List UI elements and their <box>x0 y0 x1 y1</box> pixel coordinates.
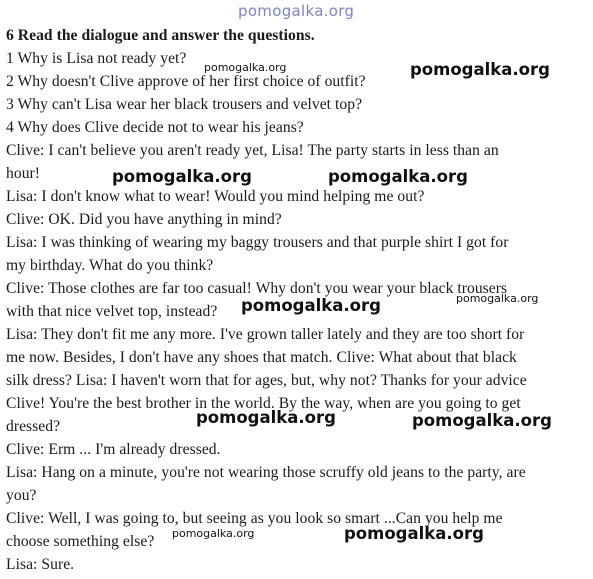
dialogue-line: Lisa: Sure. <box>6 556 75 573</box>
dialogue-line: you? <box>6 487 37 504</box>
watermark: pomogalka.org <box>196 408 336 427</box>
dialogue-line: Clive! You're the best brother in the world. By the way, when are you going to get <box>6 395 521 412</box>
question-3: 3 Why can't Lisa wear her black trousers and velvet top? <box>6 96 363 113</box>
question-1: 1 Why is Lisa not ready yet? <box>6 50 187 67</box>
dialogue-line: choose something else? <box>6 533 155 550</box>
dialogue-line: Lisa: They don't fit me any more. I've grown taller lately and they are too short for <box>6 326 525 343</box>
watermark: pomogalka.org <box>241 296 381 315</box>
dialogue-line: silk dress? Lisa: I haven't worn that for ages, but, why not? Thanks for your advice <box>6 372 527 389</box>
dialogue-line: Clive: Erm ... I'm already dressed. <box>6 441 221 458</box>
dialogue-line: my birthday. What do you think? <box>6 257 214 274</box>
dialogue-line: Lisa: I don't know what to wear! Would you mind helping me out? <box>6 188 425 205</box>
watermark: pomogalka.org <box>456 292 539 305</box>
dialogue-line: me now. Besides, I don't have any shoes that match. Clive: What about that black <box>6 349 517 366</box>
dialogue-line: Clive: OK. Did you have anything in mind? <box>6 211 282 228</box>
dialogue-line: Clive: Those clothes are far too casual! Why don't you wear your black trousers <box>6 280 508 297</box>
dialogue-line: Lisa: Hang on a minute, you're not wearing those scruffy old jeans to the party, are <box>6 464 526 481</box>
watermark: pomogalka.org <box>344 524 484 543</box>
dialogue-line: Clive: Well, I was going to, but seeing as you look so smart ...Can you help me <box>6 510 503 527</box>
watermark: pomogalka.org <box>328 167 468 186</box>
watermark-top: pomogalka.org <box>238 2 355 20</box>
watermark: pomogalka.org <box>172 527 255 540</box>
dialogue-line: hour! <box>6 165 41 182</box>
question-4: 4 Why does Clive decide not to wear his jeans? <box>6 119 304 136</box>
watermark: pomogalka.org <box>410 60 550 79</box>
watermark: pomogalka.org <box>112 167 252 186</box>
watermark: pomogalka.org <box>412 411 552 430</box>
watermark: pomogalka.org <box>204 61 287 74</box>
question-2: 2 Why doesn't Clive approve of her first choice of outfit? <box>6 73 366 90</box>
dialogue-line: dressed? <box>6 418 61 435</box>
exercise-heading: 6 Read the dialogue and answer the questions. <box>6 27 315 44</box>
dialogue-line: Lisa: I was thinking of wearing my baggy trousers and that purple shirt I got for <box>6 234 509 251</box>
dialogue-line: with that nice velvet top, instead? <box>6 303 218 320</box>
dialogue-line: Clive: I can't believe you aren't ready yet, Lisa! The party starts in less than an <box>6 142 499 159</box>
